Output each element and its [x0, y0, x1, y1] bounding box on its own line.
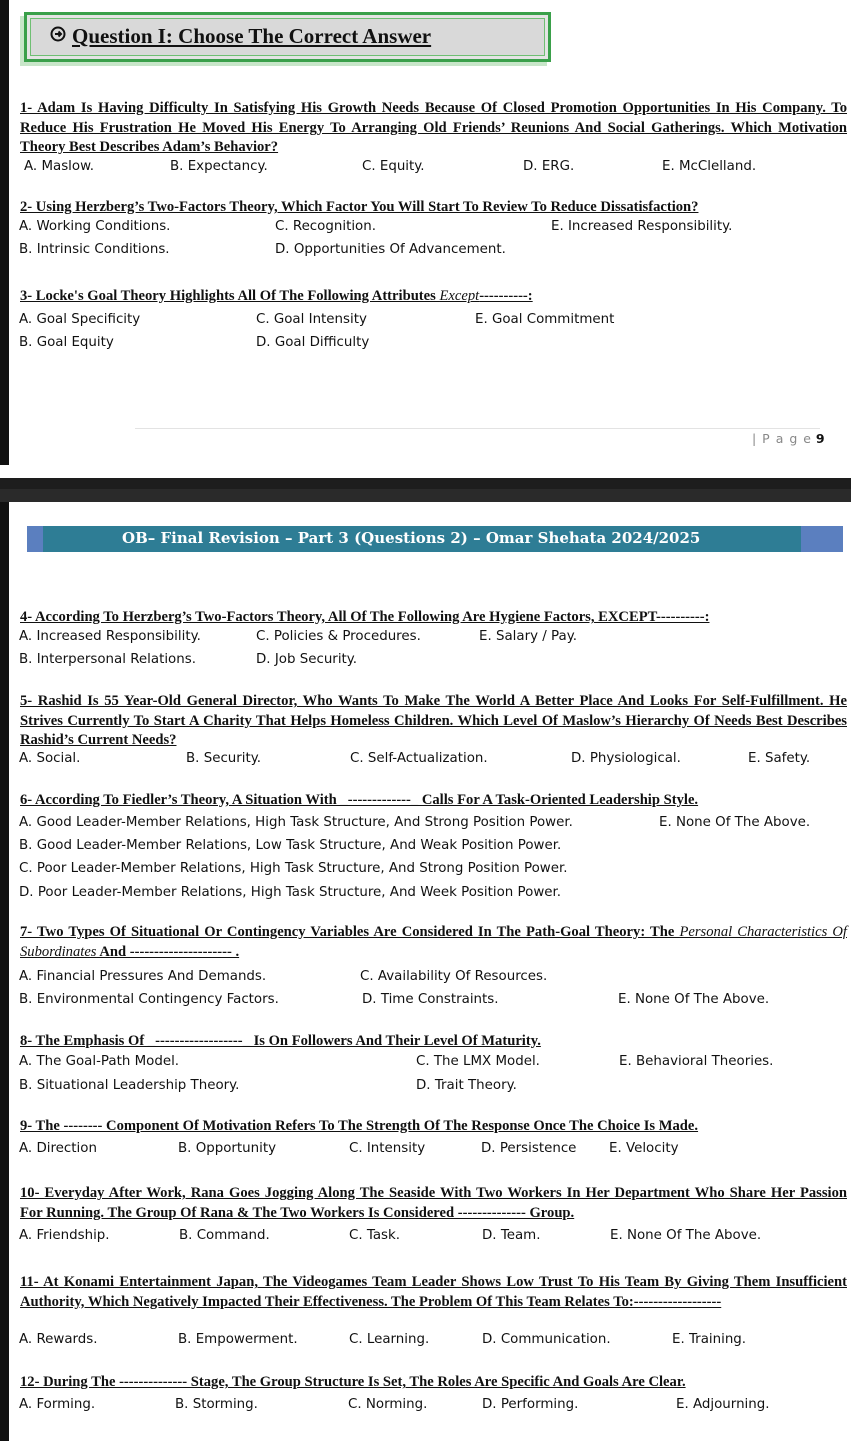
q10-option-e: E. None Of The Above.: [610, 1228, 762, 1243]
q2-option-e: E. Increased Responsibility.: [551, 219, 733, 234]
page-bottom-border: [0, 465, 851, 478]
q3-option-e: E. Goal Commitment: [475, 312, 615, 327]
arrow-circle-icon: [50, 26, 66, 42]
q7-option-e: E. None Of The Above.: [618, 992, 770, 1007]
q7-title-main: 7- Two Types Of Situational Or Contingency Variables Are Considered In The Path-Goal Theory: The: [20, 924, 680, 940]
q11-option-a: A. Rewards.: [19, 1332, 98, 1347]
q7-option-d: D. Time Constraints.: [362, 992, 499, 1007]
q1-option-a: A. Maslow.: [24, 159, 95, 174]
q1-option-d: D. ERG.: [523, 159, 575, 174]
banner-left-edge: [27, 526, 43, 552]
q3-option-b: B. Goal Equity: [19, 335, 114, 350]
q12-option-c: C. Norming.: [348, 1397, 428, 1412]
q3-title-main: 3- Locke's Goal Theory Highlights All Of The Following Attributes: [20, 288, 440, 304]
q4-option-d: D. Job Security.: [256, 652, 358, 667]
q9-option-c: C. Intensity: [349, 1141, 426, 1156]
header-banner: [27, 526, 843, 552]
page-separator-shadow: [0, 489, 851, 502]
page-number: [752, 431, 825, 446]
q9-option-e: E. Velocity: [609, 1141, 679, 1156]
q8-option-a: A. The Goal-Path Model.: [19, 1054, 180, 1069]
q6-option-d: D. Poor Leader-Member Relations, High Task Structure, And Week Position Power.: [19, 885, 562, 900]
q6-option-c: C. Poor Leader-Member Relations, High Task Structure, And Strong Position Power.: [19, 861, 568, 876]
banner-right-edge: [801, 526, 843, 552]
q11-option-b: B. Empowerment.: [178, 1332, 298, 1347]
q6-option-e: E. None Of The Above.: [659, 815, 811, 830]
q4-option-b: B. Interpersonal Relations.: [19, 652, 196, 667]
q3-title-end: ----------:: [479, 288, 533, 304]
q12-option-d: D. Performing.: [482, 1397, 579, 1412]
question-6-title: 6- According To Fiedler’s Theory, A Situation With _-------------_ Calls For A Task-Oriented Leadership Style.: [20, 792, 699, 808]
q4-option-a: A. Increased Responsibility.: [19, 629, 201, 644]
section-title: Question I: Choose The Correct Answer: [72, 24, 432, 48]
q3-option-c: C. Goal Intensity: [256, 312, 367, 327]
q5-option-d: D. Physiological.: [571, 751, 681, 766]
question-1-title: 1- Adam Is Having Difficulty In Satisfying His Growth Needs Because Of Closed Promotion Opportunities In His Company. To Reduce His Frustration He Moved His Energy To Arranging Old Friends’ Reunions And Social Gatherings. Which Motivation Theory Best Describes Adam’s Behavior?: [20, 100, 847, 155]
q2-option-b: B. Intrinsic Conditions.: [19, 242, 170, 257]
q8-option-c: C. The LMX Model.: [416, 1054, 540, 1069]
q9-option-b: B. Opportunity: [178, 1141, 277, 1156]
question-2-title: 2- Using Herzberg’s Two-Factors Theory, Which Factor You Will Start To Review To Reduce Dissatisfaction?: [20, 199, 699, 215]
q12-option-e: E. Adjourning.: [676, 1397, 770, 1412]
q4-option-c: C. Policies & Procedures.: [256, 629, 421, 644]
q5-option-e: E. Safety.: [748, 751, 811, 766]
q8-option-e: E. Behavioral Theories.: [619, 1054, 774, 1069]
q9-option-d: D. Persistence: [481, 1141, 577, 1156]
q11-option-c: C. Learning.: [349, 1332, 430, 1347]
q7-option-a: A. Financial Pressures And Demands.: [19, 969, 267, 984]
q6-option-b: B. Good Leader-Member Relations, Low Task Structure, And Weak Position Power.: [19, 838, 562, 853]
q3-option-d: D. Goal Difficulty: [256, 335, 370, 350]
q9-option-a: A. Direction: [19, 1141, 97, 1156]
question-10-title: 10- Everyday After Work, Rana Goes Jogging Along The Seaside With Two Workers In Her Department Who Share Her Passion For Running. The Group Of Rana & The Two Workers Is Considered -------------- Group.: [20, 1185, 847, 1221]
q12-option-b: B. Storming.: [175, 1397, 258, 1412]
q12-option-a: A. Forming.: [19, 1397, 96, 1412]
q3-title-except: Except: [439, 288, 480, 304]
footer-rule: [135, 428, 820, 429]
question-5-title: 5- Rashid Is 55 Year-Old General Director, Who Wants To Make The World A Better Place And Looks For Self-Fulfillment. He Strives Currently To Start A Charity That Helps Homeless Children. Which Level Of Maslow’s Hierarchy Of Needs Best Describes Rashid’s Current Needs?: [20, 693, 847, 748]
q3-option-a: A. Goal Specificity: [19, 312, 141, 327]
q6-option-a: A. Good Leader-Member Relations, High Task Structure, And Strong Position Power.: [19, 815, 573, 830]
q10-option-a: A. Friendship.: [19, 1228, 110, 1243]
question-4-title: 4- According To Herzberg’s Two-Factors Theory, All Of The Following Are Hygiene Factors, EXCEPT----------:: [20, 609, 710, 625]
q5-option-c: C. Self-Actualization.: [350, 751, 488, 766]
q1-option-e: E. McClelland.: [662, 159, 757, 174]
q2-option-c: C. Recognition.: [275, 219, 376, 234]
q2-option-a: A. Working Conditions.: [19, 219, 171, 234]
q7-option-c: C. Availability Of Resources.: [360, 969, 548, 984]
q1-option-c: C. Equity.: [362, 159, 425, 174]
question-3-title: [20, 287, 847, 307]
q11-option-e: E. Training.: [672, 1332, 747, 1347]
q10-option-c: C. Task.: [349, 1228, 401, 1243]
page-10: [0, 502, 851, 1441]
q2-option-d: D. Opportunities Of Advancement.: [275, 242, 506, 257]
banner-title: OB– Final Revision – Part 3 (Questions 2) – Omar Shehata 2024/2025: [122, 529, 701, 547]
q7-title-end: And --------------------- .: [96, 943, 240, 960]
page-label: | P a g e: [752, 431, 812, 446]
page-number-value: 9: [815, 431, 825, 446]
question-8-title: 8- The Emphasis Of _------------------_ Is On Followers And Their Level Of Maturity.: [20, 1033, 541, 1049]
q10-option-d: D. Team.: [482, 1228, 541, 1243]
q5-option-a: A. Social.: [19, 751, 81, 766]
q8-option-d: D. Trait Theory.: [416, 1078, 517, 1093]
page-9: [0, 0, 851, 478]
q7-option-b: B. Environmental Contingency Factors.: [19, 992, 279, 1007]
q5-option-b: B. Security.: [186, 751, 262, 766]
page-left-border: [0, 0, 9, 478]
page-left-border-2: [0, 502, 9, 1441]
q7-title-em: Personal Characteristics Of Subordinates: [20, 924, 847, 960]
q11-option-d: D. Communication.: [482, 1332, 611, 1347]
q10-option-b: B. Command.: [179, 1228, 270, 1243]
question-12-title: 12- During The -------------- Stage, The Group Structure Is Set, The Roles Are Specific And Goals Are Clear.: [20, 1374, 686, 1390]
question-7-title: [20, 923, 847, 962]
question-9-title: 9- The -------- Component Of Motivation Refers To The Strength Of The Response Once The Choice Is Made.: [20, 1118, 699, 1134]
q1-option-b: B. Expectancy.: [170, 159, 268, 174]
q8-option-b: B. Situational Leadership Theory.: [19, 1078, 240, 1093]
q4-option-e: E. Salary / Pay.: [479, 629, 578, 644]
question-11-title: 11- At Konami Entertainment Japan, The Videogames Team Leader Shows Low Trust To His Team By Giving Them Insufficient Authority, Which Negatively Impacted Their Effectiveness. The Problem Of This Team Relates To:------------------: [20, 1274, 847, 1310]
